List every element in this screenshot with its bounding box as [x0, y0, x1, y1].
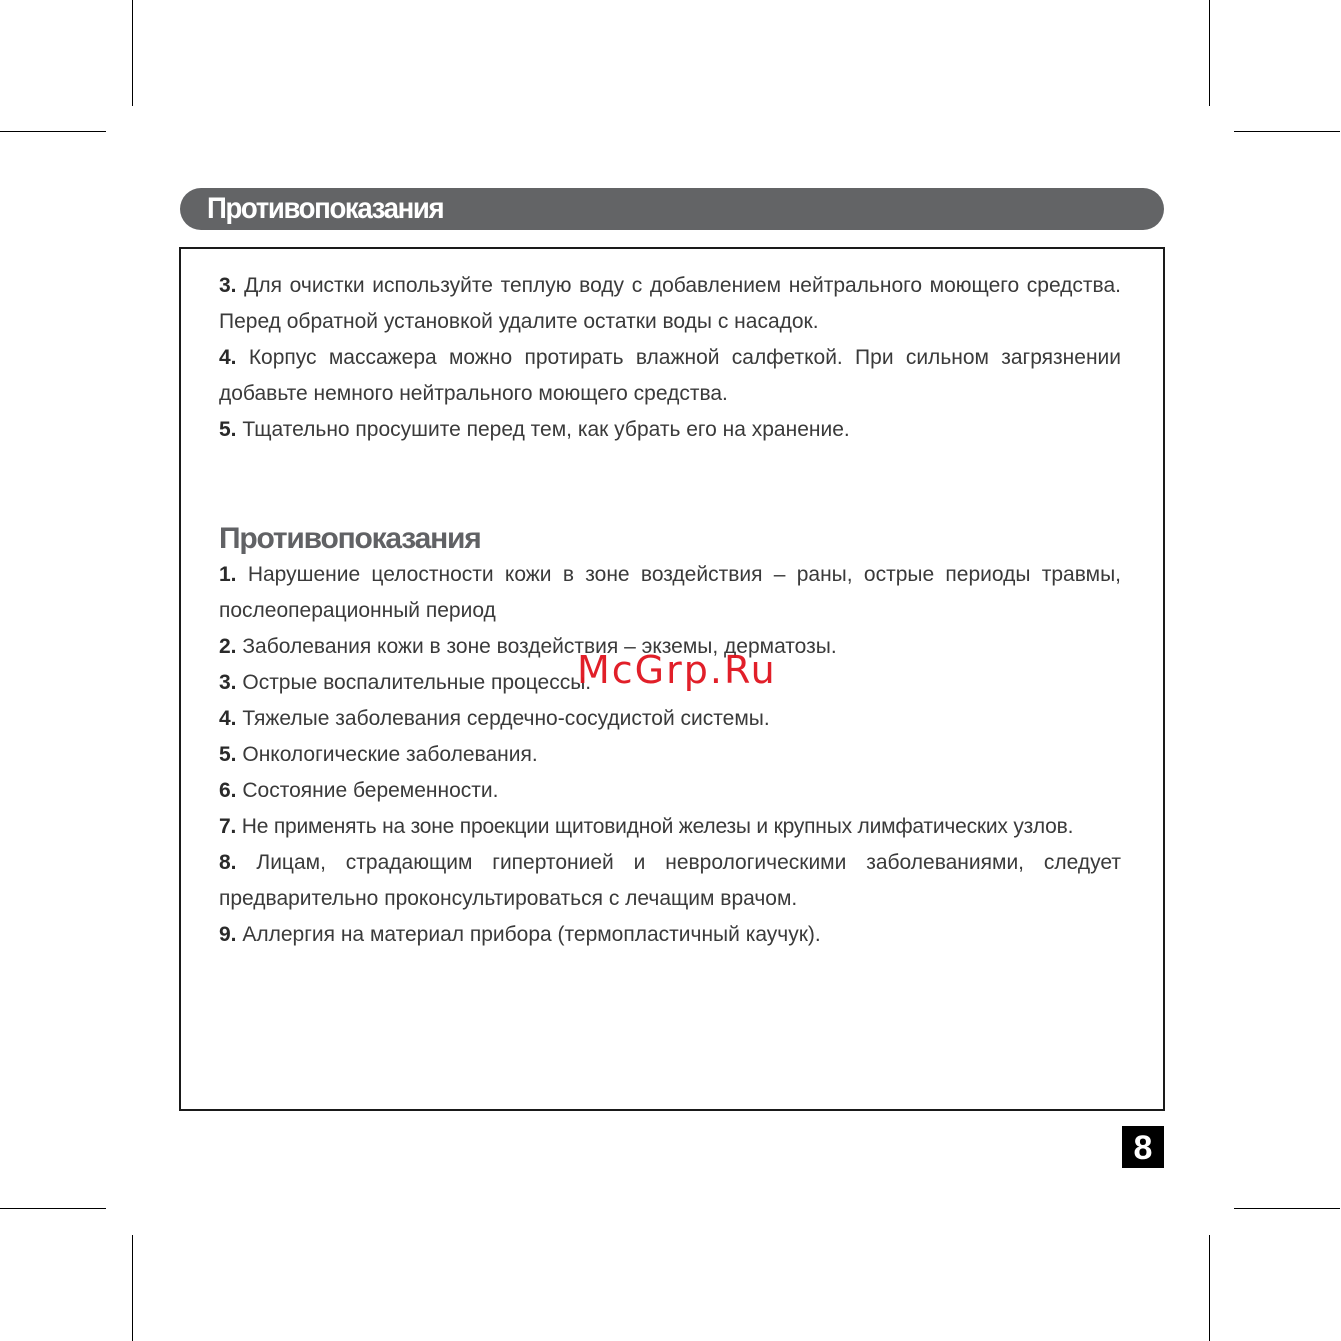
list-item: [219, 340, 1121, 412]
watermark: McGrp.Ru: [577, 648, 777, 692]
page-number: 8: [1122, 1126, 1164, 1168]
item-text: Аллергия на материал прибора (термопластичный каучук).: [242, 923, 821, 946]
item-number: 9.: [219, 923, 237, 946]
crop-mark: [1234, 1208, 1340, 1209]
item-number: 1.: [219, 563, 237, 586]
banner-title: Противопоказания: [207, 192, 444, 225]
list-item: [219, 809, 1121, 845]
list-item: [219, 557, 1121, 629]
contraindications-list: [219, 557, 1121, 953]
crop-mark: [1209, 1235, 1210, 1341]
item-text: Для очистки используйте теплую воду с добавлением нейтрального моющего средства. Перед обратной установкой удалите остатки воды с насадок.: [219, 274, 1121, 333]
crop-mark: [1209, 0, 1210, 106]
section-banner: [180, 188, 1164, 230]
item-text: Корпус массажера можно протирать влажной салфеткой. При сильном загрязнении добавьте немного нейтрального моющего средства.: [219, 346, 1121, 405]
item-number: 8.: [219, 851, 237, 874]
item-text: Тяжелые заболевания сердечно-сосудистой системы.: [242, 707, 770, 730]
crop-mark: [132, 1235, 133, 1341]
contraindications-heading: Противопоказания: [219, 522, 481, 555]
item-number: 7.: [219, 815, 237, 838]
list-item: [219, 737, 1121, 773]
list-item: [219, 845, 1121, 917]
item-number: 4.: [219, 346, 237, 369]
item-number: 6.: [219, 779, 237, 802]
list-item: [219, 773, 1121, 809]
crop-mark: [0, 131, 106, 132]
item-text: Тщательно просушите перед тем, как убрать его на хранение.: [242, 418, 850, 441]
item-number: 3.: [219, 274, 237, 297]
crop-mark: [1234, 131, 1340, 132]
item-number: 5.: [219, 743, 237, 766]
list-item: [219, 268, 1121, 340]
list-item: [219, 701, 1121, 737]
item-text: Состояние беременности.: [242, 779, 499, 802]
item-text: Острые воспалительные процессы.: [242, 671, 592, 694]
list-item: [219, 412, 1121, 448]
page-content: [219, 268, 1121, 953]
item-number: 3.: [219, 671, 237, 694]
care-instructions: [219, 268, 1121, 448]
item-text: Заболевания кожи в зоне воздействия – экземы, дерматозы.: [242, 635, 837, 658]
item-text: Лицам, страдающим гипертонией и неврологическими заболеваниями, следует предварительно проконсультироваться с лечащим врачом.: [219, 851, 1121, 910]
item-number: 4.: [219, 707, 237, 730]
crop-mark: [0, 1208, 106, 1209]
item-text: Онкологические заболевания.: [242, 743, 538, 766]
list-item: [219, 917, 1121, 953]
item-text: Нарушение целостности кожи в зоне воздействия – раны, острые периоды травмы, послеоперационный период: [219, 563, 1122, 622]
crop-mark: [132, 0, 133, 106]
item-number: 5.: [219, 418, 237, 441]
item-number: 2.: [219, 635, 237, 658]
item-text: Не применять на зоне проекции щитовидной железы и крупных лимфатических узлов.: [241, 815, 1074, 838]
